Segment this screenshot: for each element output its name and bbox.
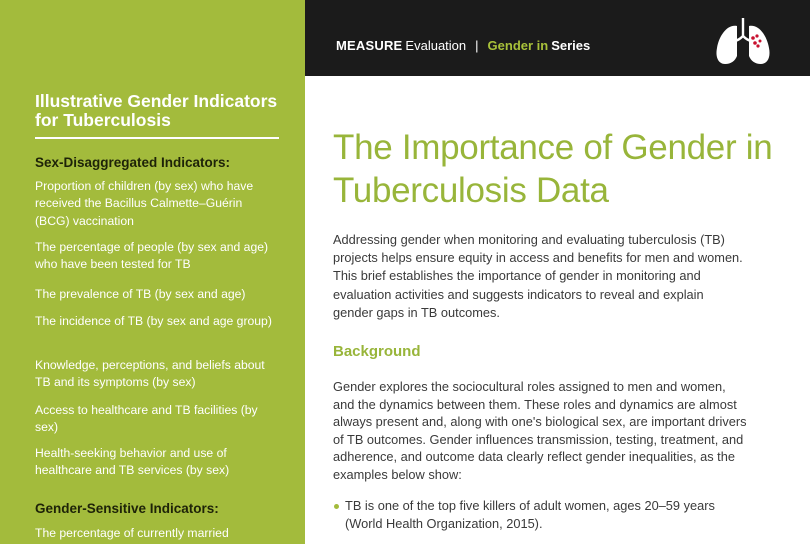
examples-list bbox=[333, 497, 753, 533]
lungs-icon bbox=[713, 18, 773, 66]
list-item: Knowledge, perceptions, and beliefs about TB and its symptoms (by sex) bbox=[35, 358, 265, 390]
page-title: The Importance of Gender in Tuberculosis Data bbox=[333, 128, 773, 210]
list-item bbox=[333, 497, 753, 533]
brand-gender-in: Gender in bbox=[487, 38, 549, 53]
list-item: The percentage of people (by sex and age) who have been tested for TB bbox=[35, 240, 269, 272]
brand-measure: MEASURE bbox=[336, 38, 403, 53]
sidebar-title: Illustrative Gender Indicators for Tuberculosis bbox=[35, 91, 278, 130]
list-item: Access to healthcare and TB facilities (by sex) bbox=[35, 403, 258, 435]
brand-evaluation: Evaluation bbox=[405, 38, 467, 53]
background-heading: Background bbox=[333, 343, 421, 360]
gender-sensitive-heading: Gender-Sensitive Indicators: bbox=[35, 501, 219, 516]
list-item: The prevalence of TB (by sex and age) bbox=[35, 287, 246, 301]
list-item: The incidence of TB (by sex and age group) bbox=[35, 314, 272, 328]
brand-series: Series bbox=[551, 38, 591, 53]
sidebar-divider bbox=[35, 137, 279, 139]
header-bar bbox=[305, 0, 810, 76]
list-item: The percentage of currently married bbox=[35, 526, 229, 540]
background-paragraph: Gender explores the sociocultural roles assigned to men and women, and the dynamics between them. These roles and dynamics are almost always present and, along with one's biological sex, are important drivers of TB outcomes. Gender influences transmission, testing, treatment, and adherence, and outcome data clearly reflect gender inequalities, as the examples below show: bbox=[333, 379, 747, 482]
list-item: Health-seeking behavior and use of healthcare and TB services (by sex) bbox=[35, 446, 230, 478]
list-item: Proportion of children (by sex) who have received the Bacillus Calmette–Guérin (BCG) vaccination bbox=[35, 179, 254, 228]
bullet-icon bbox=[334, 504, 339, 509]
series-brand bbox=[336, 38, 590, 54]
bullet-text: TB is one of the top five killers of adult women, ages 20–59 years (World Health Organization, 2015). bbox=[345, 498, 715, 531]
sex-disaggregated-heading: Sex-Disaggregated Indicators: bbox=[35, 155, 231, 170]
sidebar-panel bbox=[0, 0, 305, 544]
intro-paragraph: Addressing gender when monitoring and evaluating tuberculosis (TB) projects helps ensure equity in access and benefits for men and women. This brief establishes the importance of gender in monitoring and evaluation activities and suggests indicators to reveal and explain gender gaps in TB outcomes. bbox=[333, 232, 743, 320]
brand-separator: | bbox=[475, 38, 479, 53]
